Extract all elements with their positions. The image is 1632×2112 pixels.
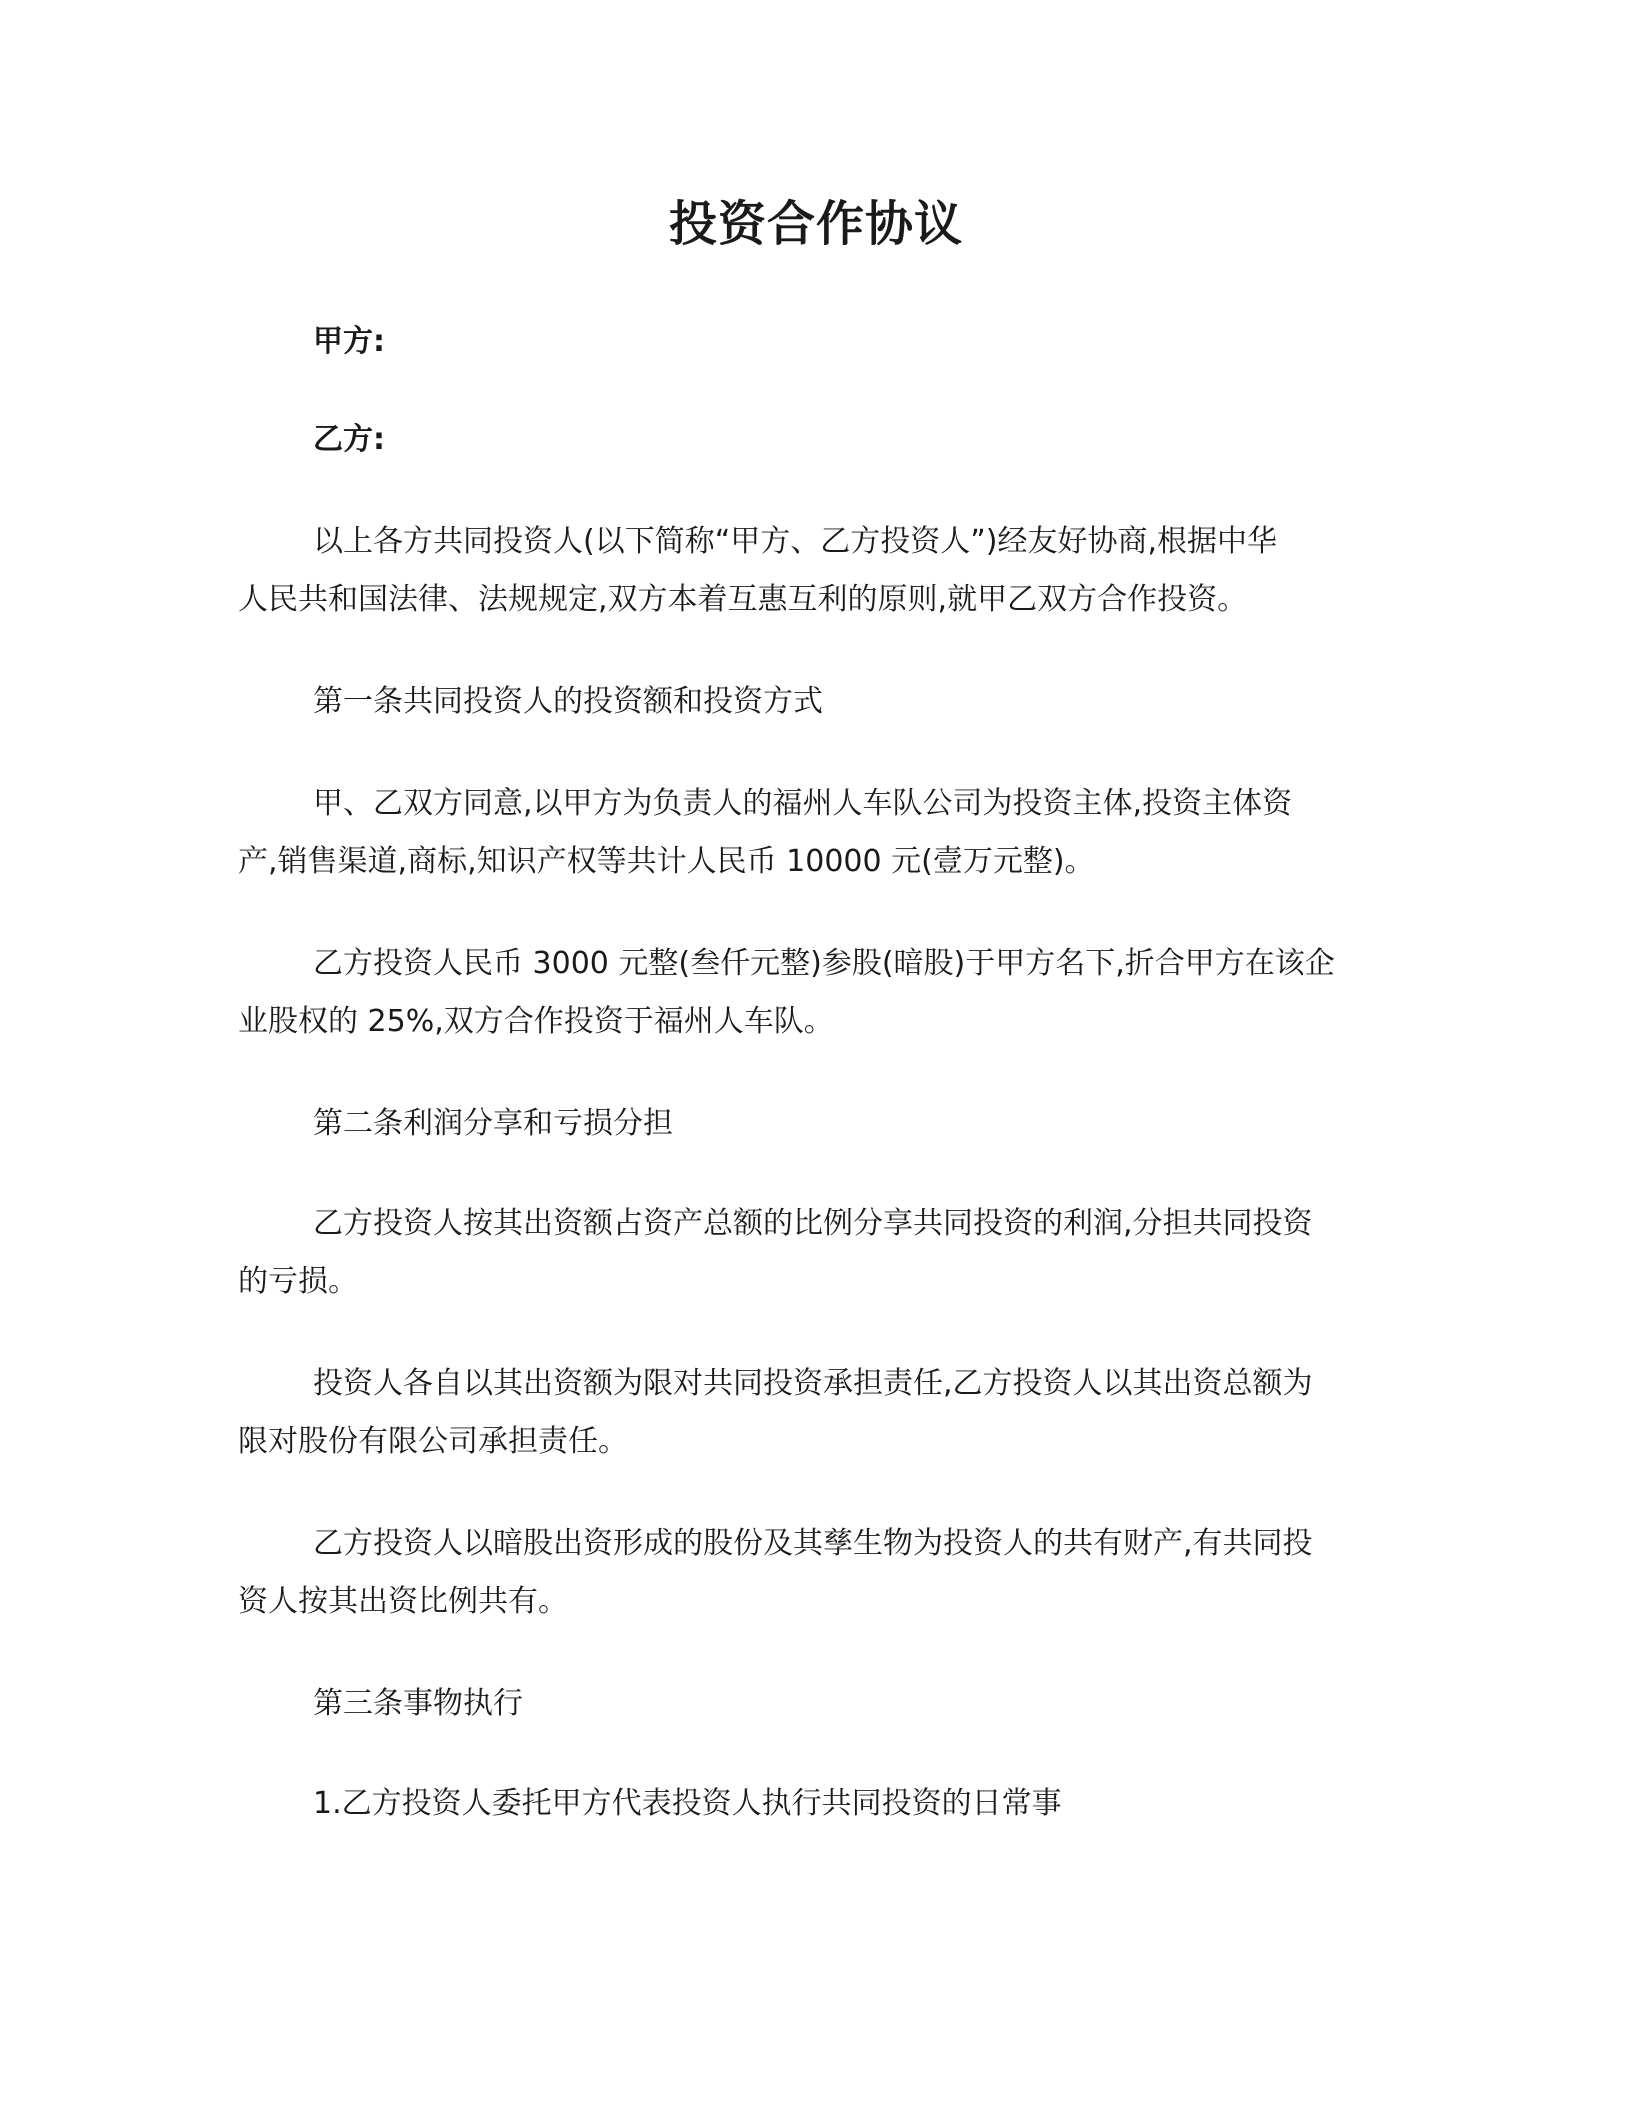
- article-2-para-3-line-1: 乙方投资人以暗股出资形成的股份及其孳生物为投资人的共有财产,有共同投: [313, 1526, 1313, 1561]
- article-2-para-2-line-1: 投资人各自以其出资额为限对共同投资承担责任,乙方投资人以其出资总额为: [313, 1366, 1313, 1401]
- article-1-para-2-line-1: 乙方投资人民币 3000 元整(叁仟元整)参股(暗股)于甲方名下,折合甲方在该企: [313, 946, 1335, 981]
- article-2-heading: 第二条利润分享和亏损分担: [313, 1106, 673, 1141]
- article-3-heading: 第三条事物执行: [313, 1686, 523, 1721]
- article-2-para-1-line-1: 乙方投资人按其出资额占资产总额的比例分享共同投资的利润,分担共同投资: [313, 1206, 1313, 1241]
- party-a-label: 甲方:: [313, 324, 385, 359]
- party-b-label: 乙方:: [313, 422, 385, 457]
- article-3-item-1: 1.乙方投资人委托甲方代表投资人执行共同投资的日常事: [313, 1786, 1062, 1821]
- preamble-line-2: 人民共和国法律、法规规定,双方本着互惠互利的原则,就甲乙双方合作投资。: [238, 582, 1248, 617]
- preamble-line-1: 以上各方共同投资人(以下简称“甲方、乙方投资人”)经友好协商,根据中华: [313, 524, 1278, 559]
- article-1-para-1-line-1: 甲、乙双方同意,以甲方为负责人的福州人车队公司为投资主体,投资主体资: [313, 786, 1293, 821]
- document-title: 投资合作协议: [668, 196, 963, 252]
- article-2-para-3-line-2: 资人按其出资比例共有。: [238, 1584, 568, 1619]
- article-2-para-2-line-2: 限对股份有限公司承担责任。: [238, 1424, 628, 1459]
- article-2-para-1-line-2: 的亏损。: [238, 1264, 358, 1299]
- article-1-para-2-line-2: 业股权的 25%,双方合作投资于福州人车队。: [238, 1004, 834, 1039]
- article-1-para-1-line-2: 产,销售渠道,商标,知识产权等共计人民币 10000 元(壹万元整)。: [238, 844, 1095, 879]
- article-1-heading: 第一条共同投资人的投资额和投资方式: [313, 684, 823, 719]
